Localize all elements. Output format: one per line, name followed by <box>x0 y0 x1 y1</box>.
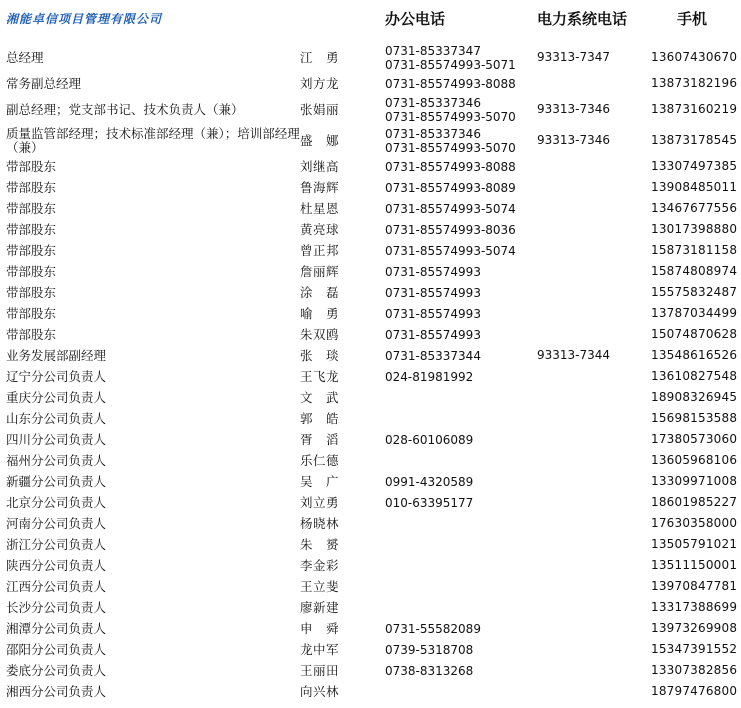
office-phone-cell: 0731-85574993-5074 <box>385 243 516 258</box>
table-row <box>0 681 741 702</box>
power-phone-cell <box>537 534 651 555</box>
table-row <box>0 555 741 576</box>
name-cell: 刘继高 <box>300 159 340 174</box>
office-phone-cell: 0991-4320589 <box>385 474 474 489</box>
power-phone-cell: 93313-7344 <box>537 348 611 362</box>
position-cell: 带部股东 <box>6 158 57 174</box>
name-cell: 龙中军 <box>300 642 340 657</box>
table-row <box>0 429 741 450</box>
office-phone-cell: 0738-8313268 <box>385 663 474 678</box>
mobile-phone-cell: 13548616526 <box>651 348 738 362</box>
office-phone-cell: 028-60106089 <box>385 432 474 447</box>
position-cell: 福州分公司负责人 <box>6 452 107 468</box>
power-phone-cell: 93313-7346 <box>537 102 611 116</box>
position-cell: 带部股东 <box>6 221 57 237</box>
mobile-phone-cell: 13017398880 <box>651 222 738 236</box>
power-phone-cell <box>537 639 651 660</box>
power-phone-cell <box>537 408 651 429</box>
power-phone-cell <box>537 177 651 198</box>
office-phone-cell: 0731-85337347 0731-85574993-5071 <box>385 43 516 72</box>
office-phone-header: 办公电话 <box>385 10 446 28</box>
office-phone-cell: 0731-85574993 <box>385 327 481 342</box>
power-phone-cell <box>537 597 651 618</box>
position-cell: 带部股东 <box>6 305 57 321</box>
office-phone-cell: 0731-85574993 <box>385 306 481 321</box>
name-cell: 王丽田 <box>300 663 340 678</box>
table-row <box>0 597 741 618</box>
power-phone-cell <box>537 156 651 177</box>
office-phone-cell <box>385 534 537 555</box>
office-phone-cell <box>385 576 537 597</box>
table-row <box>0 261 741 282</box>
position-cell: 带部股东 <box>6 200 57 216</box>
mobile-phone-cell: 13787034499 <box>651 306 738 320</box>
name-cell: 郭 皓 <box>300 411 340 426</box>
position-cell: 新疆分公司负责人 <box>6 473 107 489</box>
mobile-phone-cell: 17380573060 <box>651 432 738 446</box>
mobile-phone-cell: 15873181158 <box>651 243 738 257</box>
office-phone-cell: 0731-85574993-8036 <box>385 222 516 237</box>
table-row <box>0 471 741 492</box>
position-cell: 湘西分公司负责人 <box>6 683 107 699</box>
position-cell: 业务发展部副经理 <box>6 347 107 363</box>
office-phone-cell: 0731-85574993-8089 <box>385 180 516 195</box>
table-row <box>0 156 741 177</box>
name-cell: 杨晓林 <box>300 516 340 531</box>
power-phone-cell <box>537 513 651 534</box>
table-row <box>0 492 741 513</box>
mobile-phone-cell: 15575832487 <box>651 285 738 299</box>
table-row <box>0 660 741 681</box>
mobile-phone-cell: 13505791021 <box>651 537 738 551</box>
mobile-phone-cell: 15347391552 <box>651 642 738 656</box>
mobile-phone-cell: 13307382856 <box>651 663 738 677</box>
office-phone-cell <box>385 450 537 471</box>
power-phone-cell <box>537 576 651 597</box>
table-row <box>0 125 741 156</box>
mobile-phone-cell: 13610827548 <box>651 369 738 383</box>
name-cell: 涂 磊 <box>300 285 340 300</box>
power-phone-cell <box>537 73 651 94</box>
power-phone-cell <box>537 219 651 240</box>
power-phone-cell <box>537 429 651 450</box>
name-cell: 鲁海辉 <box>300 180 340 195</box>
office-phone-cell: 0731-85574993 <box>385 285 481 300</box>
contact-table <box>0 42 741 702</box>
office-phone-cell: 0731-85337344 <box>385 348 481 363</box>
table-row <box>0 513 741 534</box>
position-cell: 娄底分公司负责人 <box>6 662 107 678</box>
position-cell: 重庆分公司负责人 <box>6 389 107 405</box>
mobile-phone-cell: 17630358000 <box>651 516 738 530</box>
power-phone-cell <box>537 303 651 324</box>
name-cell: 曾正邦 <box>300 243 340 258</box>
office-phone-cell <box>385 513 537 534</box>
name-cell: 申 舜 <box>300 621 340 636</box>
power-phone-cell <box>537 387 651 408</box>
power-phone-cell <box>537 492 651 513</box>
contact-table-body <box>0 42 741 702</box>
table-row <box>0 366 741 387</box>
mobile-phone-cell: 13309971008 <box>651 474 738 488</box>
mobile-phone-header: 手机 <box>677 10 708 28</box>
table-row <box>0 282 741 303</box>
office-phone-cell: 0739-5318708 <box>385 642 474 657</box>
position-cell: 长沙分公司负责人 <box>6 599 107 615</box>
table-row <box>0 345 741 366</box>
power-phone-cell <box>537 618 651 639</box>
office-phone-cell: 0731-85337346 0731-85574993-5070 <box>385 95 516 124</box>
position-cell: 浙江分公司负责人 <box>6 536 107 552</box>
position-cell: 带部股东 <box>6 326 57 342</box>
name-cell: 王飞龙 <box>300 369 340 384</box>
office-phone-cell: 010-63395177 <box>385 495 474 510</box>
name-cell: 向兴林 <box>300 684 340 699</box>
table-row <box>0 408 741 429</box>
position-cell: 带部股东 <box>6 284 57 300</box>
name-cell: 胥 滔 <box>300 432 340 447</box>
name-cell: 刘立勇 <box>300 495 340 510</box>
position-cell: 带部股东 <box>6 179 57 195</box>
office-phone-cell: 0731-85574993-8088 <box>385 76 516 91</box>
name-cell: 乐仁德 <box>300 453 340 468</box>
power-phone-cell <box>537 660 651 681</box>
power-phone-cell <box>537 261 651 282</box>
name-cell: 江 勇 <box>300 50 340 65</box>
mobile-phone-cell: 13511150001 <box>651 558 738 572</box>
name-cell: 刘方龙 <box>300 76 340 91</box>
mobile-phone-cell: 15698153588 <box>651 411 738 425</box>
power-phone-cell <box>537 681 651 702</box>
power-phone-cell: 93313-7346 <box>537 133 611 147</box>
mobile-phone-cell: 13873178545 <box>651 133 738 147</box>
office-phone-cell: 0731-85574993-5074 <box>385 201 516 216</box>
mobile-phone-cell: 13908485011 <box>651 180 738 194</box>
mobile-phone-cell: 13873160219 <box>651 102 738 116</box>
name-cell: 杜星恩 <box>300 201 340 216</box>
table-row <box>0 94 741 125</box>
position-cell: 带部股东 <box>6 242 57 258</box>
table-row <box>0 219 741 240</box>
name-cell: 李金彩 <box>300 558 340 573</box>
power-phone-cell <box>537 450 651 471</box>
office-phone-cell: 0731-85574993-8088 <box>385 159 516 174</box>
position-cell: 带部股东 <box>6 263 57 279</box>
position-cell: 河南分公司负责人 <box>6 515 107 531</box>
name-cell: 黄亮球 <box>300 222 340 237</box>
position-cell: 四川分公司负责人 <box>6 431 107 447</box>
table-row <box>0 177 741 198</box>
mobile-phone-cell: 18601985227 <box>651 495 738 509</box>
mobile-phone-cell: 18797476800 <box>651 684 738 698</box>
power-phone-cell <box>537 324 651 345</box>
office-phone-cell: 0731-55582089 <box>385 621 481 636</box>
name-cell: 张娟丽 <box>300 102 340 117</box>
office-phone-cell <box>385 597 537 618</box>
name-cell: 朱双鸥 <box>300 327 340 342</box>
table-row <box>0 198 741 219</box>
name-cell: 文 武 <box>300 390 340 405</box>
mobile-phone-cell: 15874808974 <box>651 264 738 278</box>
position-cell: 总经理 <box>6 49 44 65</box>
company-name: 湘能卓信项目管理有限公司 <box>6 12 163 26</box>
name-cell: 朱 赟 <box>300 537 340 552</box>
table-row <box>0 240 741 261</box>
office-phone-cell <box>385 555 537 576</box>
office-phone-cell <box>385 681 537 702</box>
position-cell: 江西分公司负责人 <box>6 578 107 594</box>
position-cell: 质量监管部经理；技术标准部经理（兼）；培训部经理（兼） <box>6 125 300 155</box>
office-phone-cell <box>385 408 537 429</box>
position-cell: 湘潭分公司负责人 <box>6 620 107 636</box>
mobile-phone-cell: 13467677556 <box>651 201 738 215</box>
name-cell: 詹丽辉 <box>300 264 340 279</box>
name-cell: 盛 娜 <box>300 133 340 148</box>
power-phone-cell <box>537 471 651 492</box>
mobile-phone-cell: 18908326945 <box>651 390 738 404</box>
name-cell: 吴 广 <box>300 474 340 489</box>
office-phone-cell: 0731-85574993 <box>385 264 481 279</box>
position-cell: 邵阳分公司负责人 <box>6 641 107 657</box>
position-cell: 常务副总经理 <box>6 75 82 91</box>
power-phone-cell <box>537 240 651 261</box>
office-phone-cell <box>385 387 537 408</box>
mobile-phone-cell: 13605968106 <box>651 453 738 467</box>
mobile-phone-cell: 13317388699 <box>651 600 738 614</box>
position-cell: 副总经理；党支部书记、技术负责人（兼） <box>6 101 244 117</box>
mobile-phone-cell: 15074870628 <box>651 327 738 341</box>
position-cell: 辽宁分公司负责人 <box>6 368 107 384</box>
table-row <box>0 303 741 324</box>
office-phone-cell: 024-81981992 <box>385 369 474 384</box>
table-row <box>0 534 741 555</box>
office-phone-cell: 0731-85337346 0731-85574993-5070 <box>385 126 516 155</box>
name-cell: 喻 勇 <box>300 306 340 321</box>
table-row <box>0 387 741 408</box>
power-system-phone-header: 电力系统电话 <box>537 10 628 28</box>
table-row <box>0 73 741 94</box>
power-phone-cell <box>537 366 651 387</box>
table-row <box>0 618 741 639</box>
power-phone-cell <box>537 555 651 576</box>
position-cell: 山东分公司负责人 <box>6 410 107 426</box>
power-phone-cell <box>537 198 651 219</box>
power-phone-cell <box>537 282 651 303</box>
name-cell: 王立斐 <box>300 579 340 594</box>
table-row <box>0 324 741 345</box>
table-row <box>0 450 741 471</box>
table-row <box>0 639 741 660</box>
name-cell: 张 琰 <box>300 348 340 363</box>
position-cell: 北京分公司负责人 <box>6 494 107 510</box>
mobile-phone-cell: 13970847781 <box>651 579 738 593</box>
position-cell: 陕西分公司负责人 <box>6 557 107 573</box>
table-row <box>0 576 741 597</box>
table-row <box>0 42 741 73</box>
name-cell: 廖新建 <box>300 600 340 615</box>
mobile-phone-cell: 13307497385 <box>651 159 738 173</box>
mobile-phone-cell: 13873182196 <box>651 76 738 90</box>
mobile-phone-cell: 13973269908 <box>651 621 738 635</box>
mobile-phone-cell: 13607430670 <box>651 50 738 64</box>
power-phone-cell: 93313-7347 <box>537 50 611 64</box>
